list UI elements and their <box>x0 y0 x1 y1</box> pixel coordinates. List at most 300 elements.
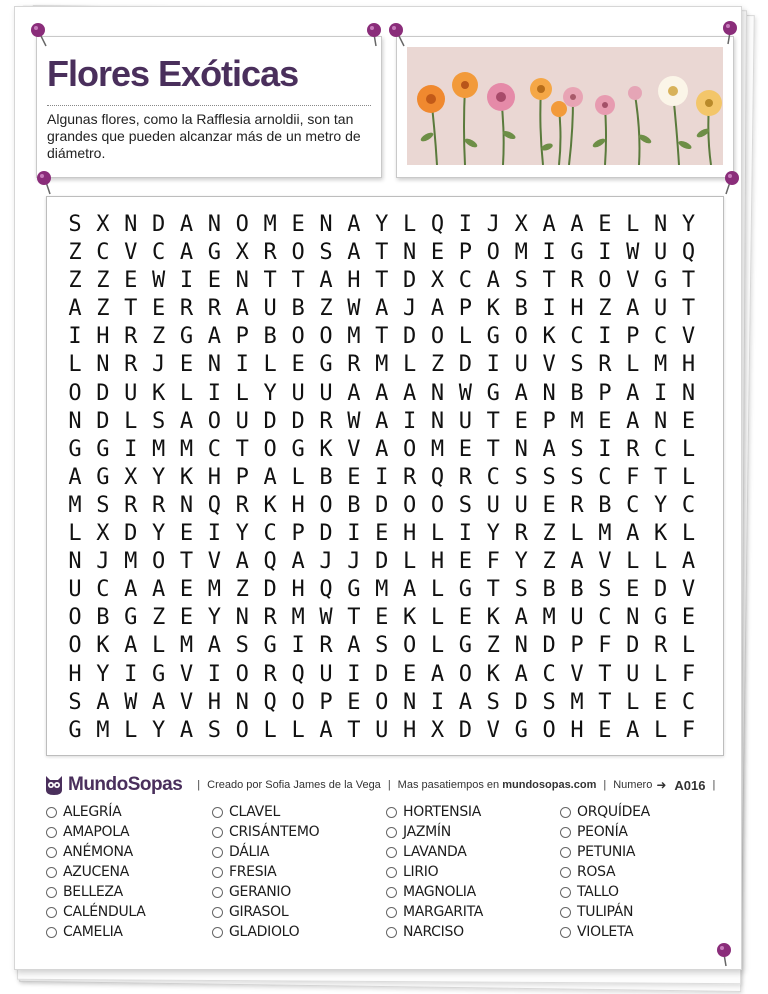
grid-letter[interactable]: L <box>403 352 417 378</box>
grid-letter[interactable]: U <box>291 380 305 406</box>
grid-letter[interactable]: L <box>403 549 417 575</box>
grid-letter[interactable]: D <box>403 268 417 294</box>
radio-circle-icon[interactable] <box>560 827 571 838</box>
grid-letter[interactable]: I <box>598 436 612 462</box>
grid-letter[interactable]: A <box>626 296 640 322</box>
grid-letter[interactable]: A <box>96 689 110 715</box>
grid-letter[interactable]: O <box>235 212 249 237</box>
grid-letter[interactable]: L <box>570 521 584 547</box>
grid-letter[interactable]: V <box>570 661 584 687</box>
grid-letter[interactable]: E <box>681 408 696 434</box>
grid-letter[interactable]: A <box>319 268 333 294</box>
word-list-item[interactable] <box>46 802 212 822</box>
grid-letter[interactable]: O <box>319 324 333 350</box>
grid-letter[interactable]: G <box>96 464 110 490</box>
grid-letter[interactable]: P <box>458 240 473 266</box>
grid-letter[interactable]: W <box>626 240 640 266</box>
grid-letter[interactable]: Y <box>654 492 668 518</box>
grid-letter[interactable]: Q <box>263 689 277 715</box>
grid-letter[interactable]: Q <box>681 240 696 266</box>
grid-letter[interactable]: L <box>263 352 277 378</box>
grid-letter[interactable]: A <box>626 380 640 406</box>
grid-letter[interactable]: L <box>291 717 305 743</box>
grid-letter[interactable]: L <box>430 605 445 631</box>
grid-letter[interactable]: R <box>151 492 166 518</box>
grid-letter[interactable]: M <box>179 633 194 659</box>
grid-letter[interactable]: B <box>291 296 305 322</box>
radio-circle-icon[interactable] <box>560 867 571 878</box>
grid-letter[interactable]: H <box>681 352 696 378</box>
grid-letter[interactable]: A <box>570 212 584 237</box>
grid-letter[interactable]: I <box>124 436 138 462</box>
grid-letter[interactable]: D <box>124 521 138 547</box>
site-link[interactable]: mundosopas.com <box>502 779 597 791</box>
grid-letter[interactable]: N <box>207 352 222 378</box>
grid-letter[interactable]: B <box>347 492 361 518</box>
grid-letter[interactable]: Q <box>319 577 333 603</box>
grid-letter[interactable]: I <box>654 380 668 406</box>
grid-letter[interactable]: R <box>458 464 473 490</box>
grid-letter[interactable]: E <box>430 240 445 266</box>
grid-letter[interactable]: P <box>235 324 249 350</box>
grid-letter[interactable]: B <box>514 296 528 322</box>
grid-letter[interactable]: A <box>681 549 696 575</box>
grid-letter[interactable]: Y <box>486 521 500 547</box>
grid-letter[interactable]: Z <box>542 549 556 575</box>
radio-circle-icon[interactable] <box>560 887 571 898</box>
grid-letter[interactable]: Y <box>681 212 696 237</box>
grid-letter[interactable]: Y <box>207 605 222 631</box>
grid-letter[interactable]: Y <box>151 521 166 547</box>
grid-letter[interactable]: T <box>124 296 138 322</box>
grid-letter[interactable]: A <box>626 717 640 743</box>
grid-letter[interactable]: N <box>179 492 194 518</box>
radio-circle-icon[interactable] <box>386 827 397 838</box>
grid-letter[interactable]: C <box>598 605 612 631</box>
radio-circle-icon[interactable] <box>560 907 571 918</box>
radio-circle-icon[interactable] <box>212 907 223 918</box>
grid-letter[interactable]: H <box>347 268 361 294</box>
grid-letter[interactable]: A <box>291 549 305 575</box>
grid-letter[interactable]: T <box>598 689 612 715</box>
grid-letter[interactable]: E <box>375 605 389 631</box>
grid-letter[interactable]: K <box>96 633 110 659</box>
grid-letter[interactable]: E <box>458 605 473 631</box>
grid-letter[interactable]: L <box>124 408 138 434</box>
word-list-item[interactable] <box>560 922 726 942</box>
grid-letter[interactable]: I <box>291 633 305 659</box>
grid-letter[interactable]: E <box>151 296 166 322</box>
grid-letter[interactable]: A <box>486 268 500 294</box>
grid-letter[interactable]: T <box>235 436 249 462</box>
grid-letter[interactable]: D <box>96 380 110 406</box>
grid-letter[interactable]: M <box>514 240 528 266</box>
grid-letter[interactable]: I <box>542 240 556 266</box>
grid-letter[interactable]: M <box>570 408 584 434</box>
grid-letter[interactable]: N <box>68 549 82 575</box>
grid-letter[interactable]: C <box>626 492 640 518</box>
grid-letter[interactable]: B <box>319 464 333 490</box>
grid-letter[interactable]: K <box>654 521 668 547</box>
grid-letter[interactable]: C <box>654 324 668 350</box>
grid-letter[interactable]: P <box>570 633 584 659</box>
radio-circle-icon[interactable] <box>386 847 397 858</box>
grid-letter[interactable]: L <box>626 212 640 237</box>
grid-letter[interactable]: K <box>486 605 500 631</box>
grid-letter[interactable]: T <box>542 268 556 294</box>
grid-letter[interactable]: Y <box>151 464 166 490</box>
grid-letter[interactable]: M <box>207 577 222 603</box>
grid-letter[interactable]: U <box>654 240 668 266</box>
grid-letter[interactable]: R <box>179 296 194 322</box>
grid-letter[interactable]: R <box>514 521 528 547</box>
grid-letter[interactable]: S <box>235 633 249 659</box>
grid-letter[interactable]: E <box>681 605 696 631</box>
grid-letter[interactable]: U <box>514 352 528 378</box>
grid-letter[interactable]: A <box>151 689 166 715</box>
grid-letter[interactable]: A <box>263 464 277 490</box>
grid-letter[interactable]: R <box>598 352 612 378</box>
grid-letter[interactable]: B <box>570 577 584 603</box>
word-list-item[interactable] <box>560 862 726 882</box>
grid-letter[interactable]: O <box>458 661 473 687</box>
grid-letter[interactable]: M <box>291 605 305 631</box>
radio-circle-icon[interactable] <box>46 887 57 898</box>
radio-circle-icon[interactable] <box>46 847 57 858</box>
grid-letter[interactable]: I <box>207 521 222 547</box>
grid-letter[interactable]: A <box>542 436 556 462</box>
radio-circle-icon[interactable] <box>212 927 223 938</box>
grid-letter[interactable]: L <box>124 717 138 743</box>
grid-letter[interactable]: S <box>514 268 528 294</box>
grid-letter[interactable]: O <box>68 605 82 631</box>
grid-letter[interactable]: G <box>207 240 222 266</box>
grid-letter[interactable]: U <box>458 408 473 434</box>
grid-letter[interactable]: G <box>96 436 110 462</box>
grid-letter[interactable]: S <box>514 577 528 603</box>
grid-letter[interactable]: L <box>654 661 668 687</box>
grid-letter[interactable]: Z <box>542 521 556 547</box>
grid-letter[interactable]: G <box>347 577 361 603</box>
grid-letter[interactable]: U <box>319 380 333 406</box>
grid-letter[interactable]: A <box>179 240 194 266</box>
grid-letter[interactable]: R <box>124 492 138 518</box>
grid-letter[interactable]: S <box>514 464 528 490</box>
radio-circle-icon[interactable] <box>212 867 223 878</box>
grid-letter[interactable]: G <box>570 240 584 266</box>
grid-letter[interactable]: U <box>486 492 500 518</box>
grid-letter[interactable]: V <box>124 240 138 266</box>
grid-letter[interactable]: E <box>124 268 138 294</box>
word-list-item[interactable] <box>46 922 212 942</box>
grid-letter[interactable]: A <box>514 661 528 687</box>
grid-letter[interactable]: M <box>654 352 668 378</box>
grid-letter[interactable]: A <box>430 296 445 322</box>
grid-letter[interactable]: B <box>542 577 556 603</box>
grid-letter[interactable]: B <box>96 605 110 631</box>
grid-letter[interactable]: A <box>179 212 194 237</box>
word-list-item[interactable] <box>212 822 386 842</box>
grid-letter[interactable]: H <box>291 577 305 603</box>
grid-letter[interactable]: D <box>403 324 417 350</box>
grid-letter[interactable]: A <box>570 549 584 575</box>
grid-letter[interactable]: J <box>403 296 417 322</box>
grid-letter[interactable]: U <box>263 296 277 322</box>
grid-letter[interactable]: S <box>68 689 82 715</box>
grid-letter[interactable]: H <box>291 492 305 518</box>
grid-letter[interactable]: J <box>486 212 500 237</box>
grid-letter[interactable]: U <box>514 492 528 518</box>
grid-letter[interactable]: S <box>96 492 110 518</box>
grid-letter[interactable]: G <box>291 436 305 462</box>
grid-letter[interactable]: F <box>598 633 612 659</box>
grid-letter[interactable]: G <box>319 352 333 378</box>
grid-letter[interactable]: I <box>486 352 500 378</box>
grid-letter[interactable]: Z <box>151 605 166 631</box>
grid-letter[interactable]: V <box>347 436 361 462</box>
grid-letter[interactable]: N <box>235 689 249 715</box>
grid-letter[interactable]: L <box>626 352 640 378</box>
grid-letter[interactable]: Q <box>263 549 277 575</box>
word-list-item[interactable] <box>212 882 386 902</box>
grid-letter[interactable]: Q <box>291 661 305 687</box>
grid-letter[interactable]: O <box>291 689 305 715</box>
grid-letter[interactable]: E <box>626 577 640 603</box>
grid-letter[interactable]: X <box>96 212 110 237</box>
grid-letter[interactable]: T <box>375 324 389 350</box>
grid-letter[interactable]: S <box>486 689 500 715</box>
grid-letter[interactable]: N <box>514 436 528 462</box>
grid-letter[interactable]: A <box>514 380 528 406</box>
grid-letter[interactable]: I <box>598 324 612 350</box>
grid-letter[interactable]: T <box>347 605 361 631</box>
word-list-item[interactable] <box>560 902 726 922</box>
grid-letter[interactable]: T <box>681 268 696 294</box>
grid-letter[interactable]: T <box>375 268 389 294</box>
grid-letter[interactable]: C <box>542 661 556 687</box>
grid-letter[interactable]: I <box>542 296 556 322</box>
grid-letter[interactable]: P <box>235 464 249 490</box>
word-list-item[interactable] <box>212 802 386 822</box>
grid-letter[interactable]: N <box>403 240 417 266</box>
grid-letter[interactable]: X <box>124 464 138 490</box>
grid-letter[interactable]: D <box>375 492 389 518</box>
grid-letter[interactable]: A <box>542 212 556 237</box>
grid-letter[interactable]: E <box>179 521 194 547</box>
grid-letter[interactable]: H <box>403 521 417 547</box>
grid-letter[interactable]: C <box>458 268 473 294</box>
grid-letter[interactable]: G <box>179 324 194 350</box>
grid-letter[interactable]: O <box>291 240 305 266</box>
grid-letter[interactable]: W <box>347 296 361 322</box>
grid-letter[interactable]: F <box>626 464 640 490</box>
grid-letter[interactable]: Y <box>375 212 389 237</box>
grid-letter[interactable]: S <box>570 352 584 378</box>
grid-letter[interactable]: M <box>375 577 389 603</box>
grid-letter[interactable]: M <box>124 549 138 575</box>
grid-letter[interactable]: R <box>263 240 277 266</box>
grid-letter[interactable]: I <box>430 689 445 715</box>
grid-letter[interactable]: P <box>598 380 612 406</box>
grid-letter[interactable]: G <box>458 633 473 659</box>
radio-circle-icon[interactable] <box>386 907 397 918</box>
word-list-item[interactable] <box>560 802 726 822</box>
grid-letter[interactable]: K <box>319 436 333 462</box>
grid-letter[interactable]: Z <box>319 296 333 322</box>
grid-letter[interactable]: O <box>68 633 82 659</box>
grid-letter[interactable]: G <box>486 380 500 406</box>
grid-letter[interactable]: I <box>235 352 249 378</box>
grid-letter[interactable]: I <box>598 240 612 266</box>
grid-letter[interactable]: U <box>68 577 82 603</box>
grid-letter[interactable]: Z <box>68 240 82 266</box>
grid-letter[interactable]: M <box>430 436 445 462</box>
grid-letter[interactable]: U <box>626 661 640 687</box>
grid-letter[interactable]: G <box>458 577 473 603</box>
radio-circle-icon[interactable] <box>46 867 57 878</box>
grid-letter[interactable]: X <box>430 717 445 743</box>
grid-letter[interactable]: Z <box>430 352 445 378</box>
grid-letter[interactable]: O <box>68 380 82 406</box>
grid-letter[interactable]: L <box>403 212 417 237</box>
grid-letter[interactable]: G <box>486 324 500 350</box>
grid-letter[interactable]: O <box>542 717 556 743</box>
grid-letter[interactable]: M <box>570 689 584 715</box>
grid-letter[interactable]: E <box>347 464 361 490</box>
grid-letter[interactable]: T <box>291 268 305 294</box>
grid-letter[interactable]: C <box>681 689 696 715</box>
grid-letter[interactable]: A <box>68 296 82 322</box>
grid-letter[interactable]: D <box>458 717 473 743</box>
grid-letter[interactable]: E <box>291 352 305 378</box>
grid-letter[interactable]: G <box>263 633 277 659</box>
grid-letter[interactable]: C <box>96 240 110 266</box>
grid-letter[interactable]: L <box>626 549 640 575</box>
grid-letter[interactable]: Q <box>207 492 222 518</box>
grid-letter[interactable]: K <box>263 492 277 518</box>
grid-letter[interactable]: E <box>598 717 612 743</box>
grid-letter[interactable]: J <box>319 549 333 575</box>
grid-letter[interactable]: A <box>375 408 389 434</box>
grid-letter[interactable]: E <box>514 408 528 434</box>
grid-letter[interactable]: O <box>319 492 333 518</box>
grid-letter[interactable]: M <box>263 212 277 237</box>
word-list-item[interactable] <box>560 842 726 862</box>
grid-letter[interactable]: K <box>179 464 194 490</box>
grid-letter[interactable]: L <box>68 352 82 378</box>
grid-letter[interactable]: P <box>458 296 473 322</box>
word-list-item[interactable] <box>386 842 560 862</box>
grid-letter[interactable]: T <box>486 408 500 434</box>
grid-letter[interactable]: D <box>542 633 556 659</box>
radio-circle-icon[interactable] <box>46 927 57 938</box>
grid-letter[interactable]: M <box>598 521 612 547</box>
grid-letter[interactable]: R <box>263 661 277 687</box>
grid-letter[interactable]: S <box>458 492 473 518</box>
grid-letter[interactable]: T <box>654 464 668 490</box>
grid-letter[interactable]: V <box>486 717 500 743</box>
grid-letter[interactable]: G <box>654 605 668 631</box>
grid-letter[interactable]: B <box>570 380 584 406</box>
grid-letter[interactable]: N <box>430 408 445 434</box>
grid-letter[interactable]: E <box>179 605 194 631</box>
grid-letter[interactable]: R <box>207 296 222 322</box>
grid-letter[interactable]: G <box>68 717 82 743</box>
grid-letter[interactable]: S <box>598 577 612 603</box>
word-list-item[interactable] <box>46 862 212 882</box>
grid-letter[interactable]: J <box>347 549 361 575</box>
grid-letter[interactable]: T <box>263 268 277 294</box>
grid-letter[interactable]: N <box>319 212 333 237</box>
grid-letter[interactable]: A <box>235 296 249 322</box>
grid-letter[interactable]: L <box>151 633 166 659</box>
grid-letter[interactable]: A <box>151 577 166 603</box>
grid-letter[interactable]: D <box>375 661 389 687</box>
grid-letter[interactable]: S <box>319 240 333 266</box>
grid-letter[interactable]: V <box>542 352 556 378</box>
grid-letter[interactable]: N <box>542 380 556 406</box>
grid-letter[interactable]: K <box>151 380 166 406</box>
word-list-item[interactable] <box>212 922 386 942</box>
grid-letter[interactable]: K <box>486 296 500 322</box>
radio-circle-icon[interactable] <box>386 927 397 938</box>
grid-letter[interactable]: B <box>598 492 612 518</box>
grid-letter[interactable]: I <box>458 521 473 547</box>
word-list-item[interactable] <box>212 902 386 922</box>
grid-letter[interactable]: R <box>124 324 138 350</box>
grid-letter[interactable]: L <box>291 464 305 490</box>
grid-letter[interactable]: L <box>179 380 194 406</box>
grid-letter[interactable]: P <box>542 408 556 434</box>
grid-letter[interactable]: C <box>151 240 166 266</box>
grid-letter[interactable]: H <box>68 661 82 687</box>
grid-letter[interactable]: C <box>263 521 277 547</box>
grid-letter[interactable]: U <box>570 605 584 631</box>
grid-letter[interactable]: H <box>570 296 584 322</box>
grid-letter[interactable]: G <box>654 268 668 294</box>
grid-letter[interactable]: S <box>375 633 389 659</box>
word-list-item[interactable] <box>560 822 726 842</box>
grid-letter[interactable]: L <box>654 717 668 743</box>
grid-letter[interactable]: I <box>207 380 222 406</box>
grid-letter[interactable]: L <box>68 521 82 547</box>
grid-letter[interactable]: A <box>319 717 333 743</box>
radio-circle-icon[interactable] <box>212 827 223 838</box>
grid-letter[interactable]: O <box>430 492 445 518</box>
grid-letter[interactable]: X <box>514 212 528 237</box>
grid-letter[interactable]: O <box>403 633 417 659</box>
grid-letter[interactable]: E <box>179 577 194 603</box>
grid-letter[interactable]: E <box>179 352 194 378</box>
grid-letter[interactable]: N <box>96 352 110 378</box>
grid-letter[interactable]: T <box>598 661 612 687</box>
grid-letter[interactable]: A <box>375 380 389 406</box>
grid-letter[interactable]: V <box>626 268 640 294</box>
grid-letter[interactable]: L <box>681 521 696 547</box>
grid-letter[interactable]: S <box>68 212 82 237</box>
radio-circle-icon[interactable] <box>386 887 397 898</box>
grid-letter[interactable]: P <box>319 689 333 715</box>
grid-letter[interactable]: N <box>654 408 668 434</box>
grid-letter[interactable]: A <box>347 380 361 406</box>
grid-letter[interactable]: C <box>486 464 500 490</box>
grid-letter[interactable]: D <box>626 633 640 659</box>
grid-letter[interactable]: E <box>458 549 473 575</box>
grid-letter[interactable]: Z <box>68 268 82 294</box>
grid-letter[interactable]: T <box>375 240 389 266</box>
grid-letter[interactable]: Q <box>430 464 445 490</box>
grid-letter[interactable]: A <box>235 549 249 575</box>
